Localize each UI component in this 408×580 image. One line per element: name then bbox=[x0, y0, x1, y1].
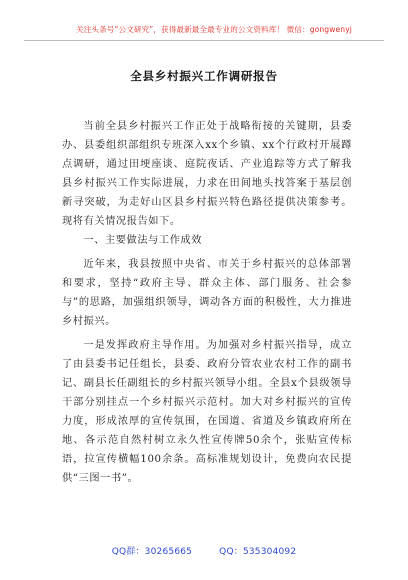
document-title: 全县乡村振兴工作调研报告 bbox=[130, 69, 278, 83]
document-body bbox=[62, 117, 352, 488]
measure-paragraph: 一是发挥政府主导作用。为加强对乡村振兴指导，成立了由县委书记任组长，县委、政府分管农业农村工作的副书记、副县长任副组长的乡村振兴领导小组。全县x个县级领导干部分别挂点一个乡村振兴示范村。加大对乡村振兴的宣传力度，形成浓厚的宣传氛围，在国道、省道及乡镇政府所在地、各示范自然村树立永久性宣传牌50余个，张贴宣传标语，拉宣传横幅100余条。高标准规划设计，免费向农民提供“三图一书”。 bbox=[62, 340, 352, 484]
overview-paragraph: 近年来，我县按照中央省、市关于乡村振兴的总体部署和要求，坚持“政府主导、群众主体、部门服务、社会参与”的思路，加强组织领导，调动各方面的积极性，大力推进乡村振兴。 bbox=[62, 259, 352, 327]
section-heading: 一、主要做法与工作成效 bbox=[83, 235, 203, 246]
intro-paragraph: 当前全县乡村振兴工作正处于战略衔接的关键期，县委办、县委组织部组织专班深入xx个乡镇、xx个行政村开展蹲点调研，通过田埂座谈、庭院夜话、产业追踪等方式了解我县乡村振兴工作实际进展，力求在田间地头找答案于基层创新寻突破，为走好山区县乡村振兴特色路径提供决策参考。现将有关情况报告如下。 bbox=[62, 121, 352, 227]
footer-qq-group: QQ群：30265665 bbox=[111, 547, 193, 557]
header-banner: 关注头条号“公文研究”，获得最新最全最专业的公文资料库！ 微信：gongwenyj bbox=[76, 25, 352, 34]
header-divider bbox=[24, 40, 384, 41]
footer-contacts bbox=[0, 544, 408, 557]
footer-qq: QQ：535304092 bbox=[219, 547, 297, 557]
